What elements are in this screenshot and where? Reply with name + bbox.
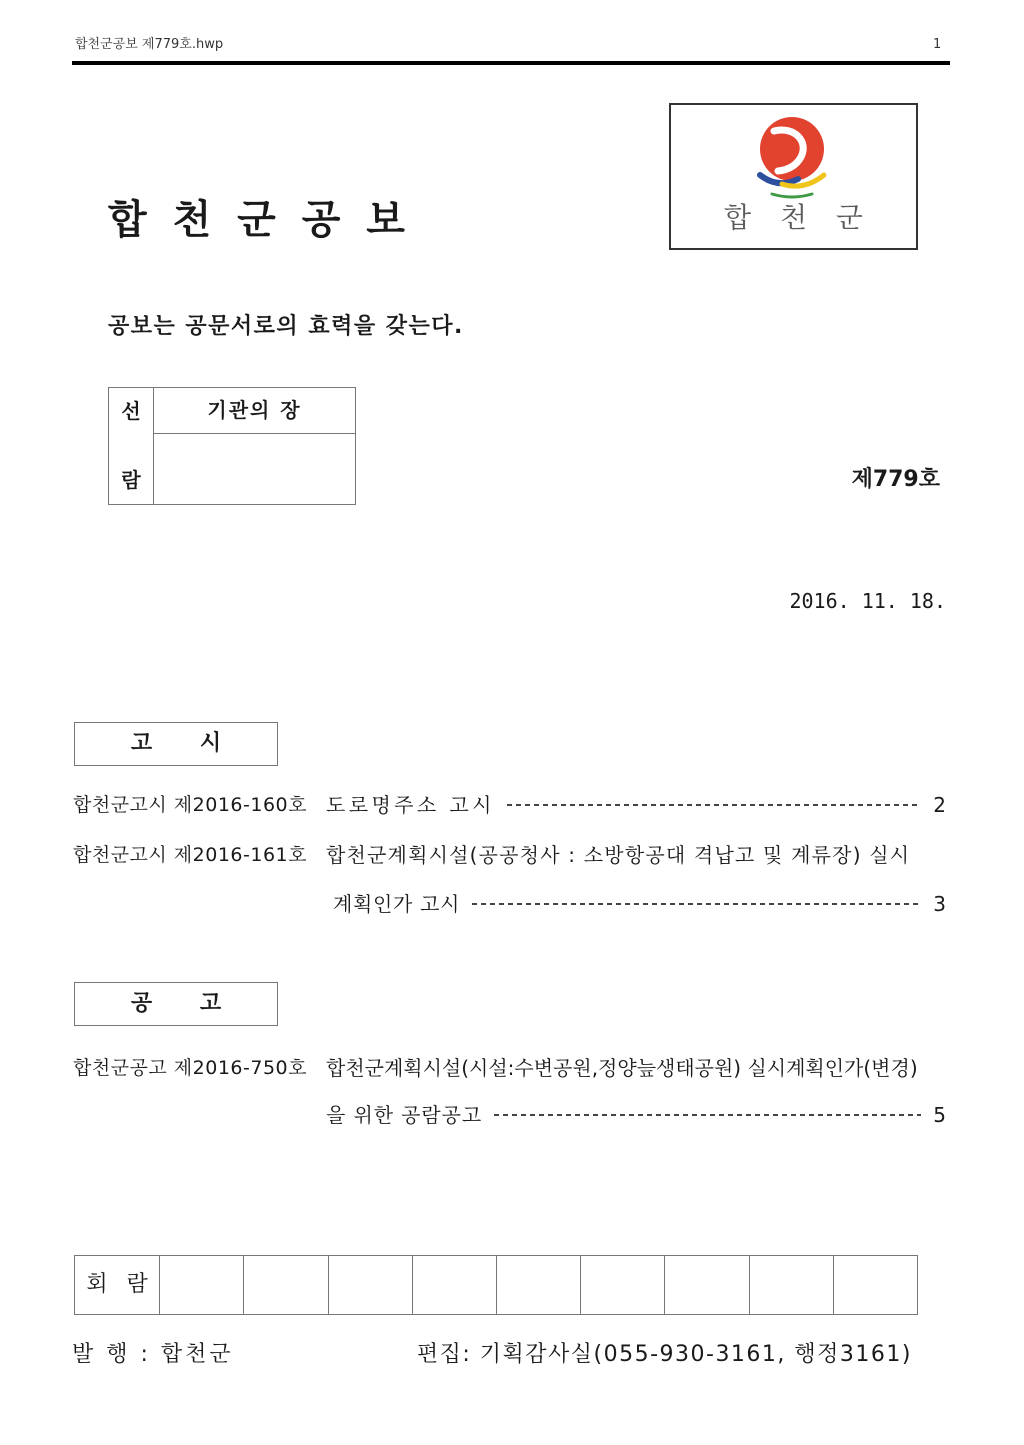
review-header-cell: 기관의 장: [154, 388, 355, 434]
hapcheon-emblem-icon: [750, 113, 834, 201]
entry-page-number: 5: [933, 1103, 946, 1127]
circulation-signature-cell: [328, 1256, 412, 1314]
circulation-signature-cell: [159, 1256, 243, 1314]
publication-date: 2016. 11. 18.: [789, 589, 946, 613]
editor-contact: 편집: 기획감사실(055-930-3161, 행정3161): [416, 1342, 912, 1367]
review-table: [108, 387, 356, 505]
review-label-bottom: 람: [121, 468, 141, 492]
toc-entry-continuation: [333, 890, 946, 918]
circulation-signature-cell: [833, 1256, 917, 1314]
toc-entry: [326, 791, 946, 819]
entry-title: 도로명주소 고시: [326, 793, 495, 817]
circulation-signature-cell: [243, 1256, 327, 1314]
circulation-label: 회 람: [86, 1272, 154, 1297]
review-signature-cell: [154, 434, 355, 504]
entry-page-number: 3: [933, 892, 946, 916]
circulation-signature-cell: [749, 1256, 833, 1314]
notice-number: 합천군고시 제2016-161호: [73, 844, 307, 866]
logo-county-name: 합 천 군: [724, 201, 873, 234]
circulation-signature-cell: [580, 1256, 664, 1314]
review-side-column: [109, 388, 154, 504]
emblem-sun-circle: [760, 117, 824, 181]
legal-effect-notice: 공보는 공문서로의 효력을 갖는다.: [108, 314, 464, 339]
section-heading-announcements: 공 고: [74, 982, 278, 1026]
notice-number: 합천군고시 제2016-160호: [73, 794, 307, 816]
circulation-signature-cell: [496, 1256, 580, 1314]
publisher: 발 행 : 합천군: [72, 1342, 234, 1367]
page-number: 1: [933, 37, 942, 52]
issue-number: 제779호: [851, 467, 940, 492]
header-rule: [72, 61, 950, 65]
entry-title-continued: 계획인가 고시: [333, 892, 461, 916]
dot-leader: [494, 1114, 921, 1116]
document-filename: 합천군공보 제779호.hwp: [75, 37, 224, 52]
county-logo-box: [669, 103, 918, 250]
emblem-green-line: [772, 194, 812, 197]
dot-leader: [472, 903, 921, 905]
circulation-table: [74, 1255, 918, 1315]
toc-entry-continuation: [326, 1101, 946, 1129]
dot-leader: [507, 804, 921, 806]
section-heading-notices: 고 시: [74, 722, 278, 766]
entry-page-number: 2: [933, 793, 946, 817]
entry-title: 합천군계획시설(시설:수변공원,정양늪생태공원) 실시계획인가(변경): [326, 1056, 918, 1080]
circulation-signature-cell: [664, 1256, 748, 1314]
review-label-top: 선: [121, 399, 141, 423]
circulation-signature-cell: [412, 1256, 496, 1314]
entry-title: 합천군계획시설(공공청사 : 소방항공대 격납고 및 계류장) 실시: [326, 843, 911, 867]
announcement-number: 합천군공고 제2016-750호: [73, 1057, 307, 1079]
entry-title-continued: 을 위한 공람공고: [326, 1103, 483, 1127]
gazette-title: 합 천 군 공 보: [108, 197, 411, 243]
